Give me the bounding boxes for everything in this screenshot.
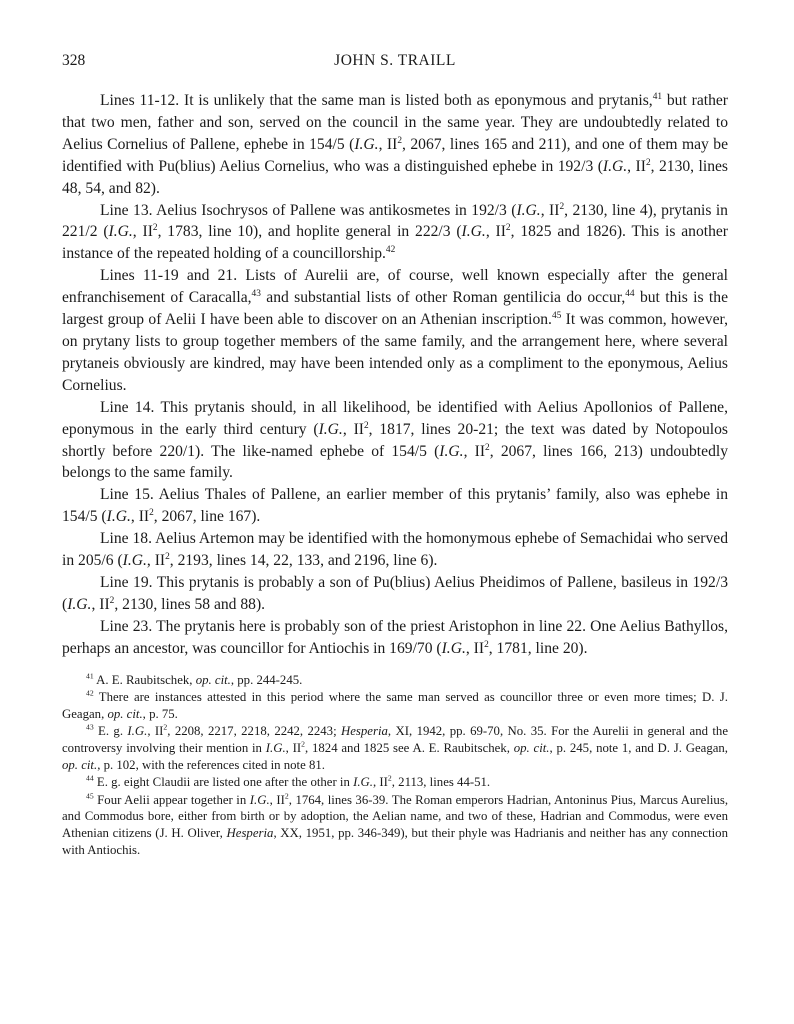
footnote-ref-43[interactable]: 43 bbox=[251, 288, 261, 299]
footnote-43: $^{43}$ E. g. I.G., $II^2$, 2208, 2217, 2218, 2242, 2243; Hesperia, XI, 1942, pp. 69-70, No. 35. For the Aurelii in general and the controversy involving their mention in I.G., $II^2$, 1824 and 1825 see A. E. Raubitschek, op. cit., p. 245, note 1, and D. J. Geagan, op. cit., p. 102, with the references cited in note 81. bbox=[62, 723, 729, 772]
body-text bbox=[62, 90, 728, 660]
paragraph-line-13: Line 13. Aelius Isochrysos of Pallene was antikosmetes in 192/3 (I.G., $II^2$, 2130, line 4), prytanis in 221/2 (I.G., $II^2$, 1783, line 10), and hoplite general in 222/3 (I.G., $II^2$, 1825 and 1826). This is another instance of the repeated holding of a councillorship.$^{42}$ bbox=[62, 201, 728, 263]
page-number: 328 bbox=[62, 52, 86, 69]
footnote-ref-42[interactable]: 42 bbox=[385, 245, 396, 256]
footnote-45: $^{45}$ Four Aelii appear together in I.G., $II^2$, 1764, lines 36-39. The Roman emperors Hadrian, Antoninus Pius, Marcus Aurelius, and Commodus bore, either from birth or by adoption, the Aelian name, and two of these, Hadrian and Commodus, were even Athenian citizens (J. H. Oliver, Hesperia, XX, 1951, pp. 346-349), but their phyle was Hadrianis and neither has any connection with Antiochis. bbox=[62, 791, 729, 857]
footnote-ref-41[interactable]: 41 bbox=[652, 91, 663, 102]
paragraph-line-19: Line 19. This prytanis is probably a son of Pu(blius) Aelius Pheidimos of Pallene, basileus in 192/3 (I.G., $II^2$, 2130, lines 58 and 88). bbox=[62, 573, 728, 613]
paragraph-line-18: Line 18. Aelius Artemon may be identified with the homonymous ephebe of Semachidai who served in 205/6 (I.G., $II^2$, 2193, lines 14, 22, 133, and 2196, line 6). bbox=[62, 530, 728, 570]
paragraph-lines-11-12: Lines 11-12. It is unlikely that the same man is listed both as eponymous and prytanis,$^{41}$ but rather that two men, father and son, served on the council in the same year. They are undoubtedly related to Aelius Cornelius of Pallene, ephebe in 154/5 (I.G., $II^2$, 2067, lines 165 and 211), and one of them may be identified with Pu(blius) Aelius Cornelius, who was a distinguished ephebe in 192/3 (I.G., $II^2$, 2130, lines 48, 54, and 82). bbox=[62, 91, 729, 197]
footnote-ref-45[interactable]: 45 bbox=[551, 310, 562, 321]
page bbox=[62, 52, 728, 859]
paragraph-line-15: Line 15. Aelius Thales of Pallene, an earlier member of this prytanis’ family, also was ephebe in 154/5 (I.G., $II^2$, 2067, line 167). bbox=[62, 486, 728, 526]
footnote-42: $^{42}$ There are instances attested in this period where the same man served as councillor three or even more times; D. J. Geagan, op. cit., p. 75. bbox=[62, 688, 728, 721]
footnotes bbox=[62, 672, 728, 859]
paragraph-lines-11-19-21: Lines 11-19 and 21. Lists of Aurelii are, of course, well known especially after the general enfranchisement of Caracalla,$^{43}$ and substantial lists of other Roman gentilicia do occur,$^{44}$ but this is the largest group of Aelii I have been able to discover on an Athenian inscription.$^{45}$ It was common, however, on prytany lists to group together members of the same family, and the arrangement here, where several prytaneis obviously are kindred, may have been intended only as a compliment to the eponymous, Aelius Cornelius. bbox=[62, 267, 728, 394]
footnote-44: $^{44}$ E. g. eight Claudii are listed one after the other in I.G., $II^2$, 2113, lines 44-51. bbox=[86, 773, 491, 790]
footnote-41: $^{41}$ A. E. Raubitschek, op. cit., pp. 244-245. bbox=[86, 671, 303, 687]
footnote-ref-44[interactable]: 44 bbox=[625, 288, 635, 299]
paragraph-line-23: Line 23. The prytanis here is probably son of the priest Aristophon in line 22. One Aelius Bathyllos, perhaps an ancestor, was councillor for Antiochis in 169/70 (I.G., $II^2$, 1781, line 20). bbox=[62, 617, 728, 657]
running-head: JOHN S. TRAILL bbox=[334, 52, 456, 69]
page-header bbox=[62, 52, 728, 78]
paragraph-line-14: Line 14. This prytanis should, in all likelihood, be identified with Aelius Apollonios of Pallene, eponymous in the early third century (I.G., $II^2$, 1817, lines 20-21; the text was dated by Notopoulos shortly before 220/1). The like-named ephebe of 154/5 (I.G., $II^2$, 2067, lines 166, 213) undoubtedly belongs to the same family. bbox=[62, 398, 728, 482]
